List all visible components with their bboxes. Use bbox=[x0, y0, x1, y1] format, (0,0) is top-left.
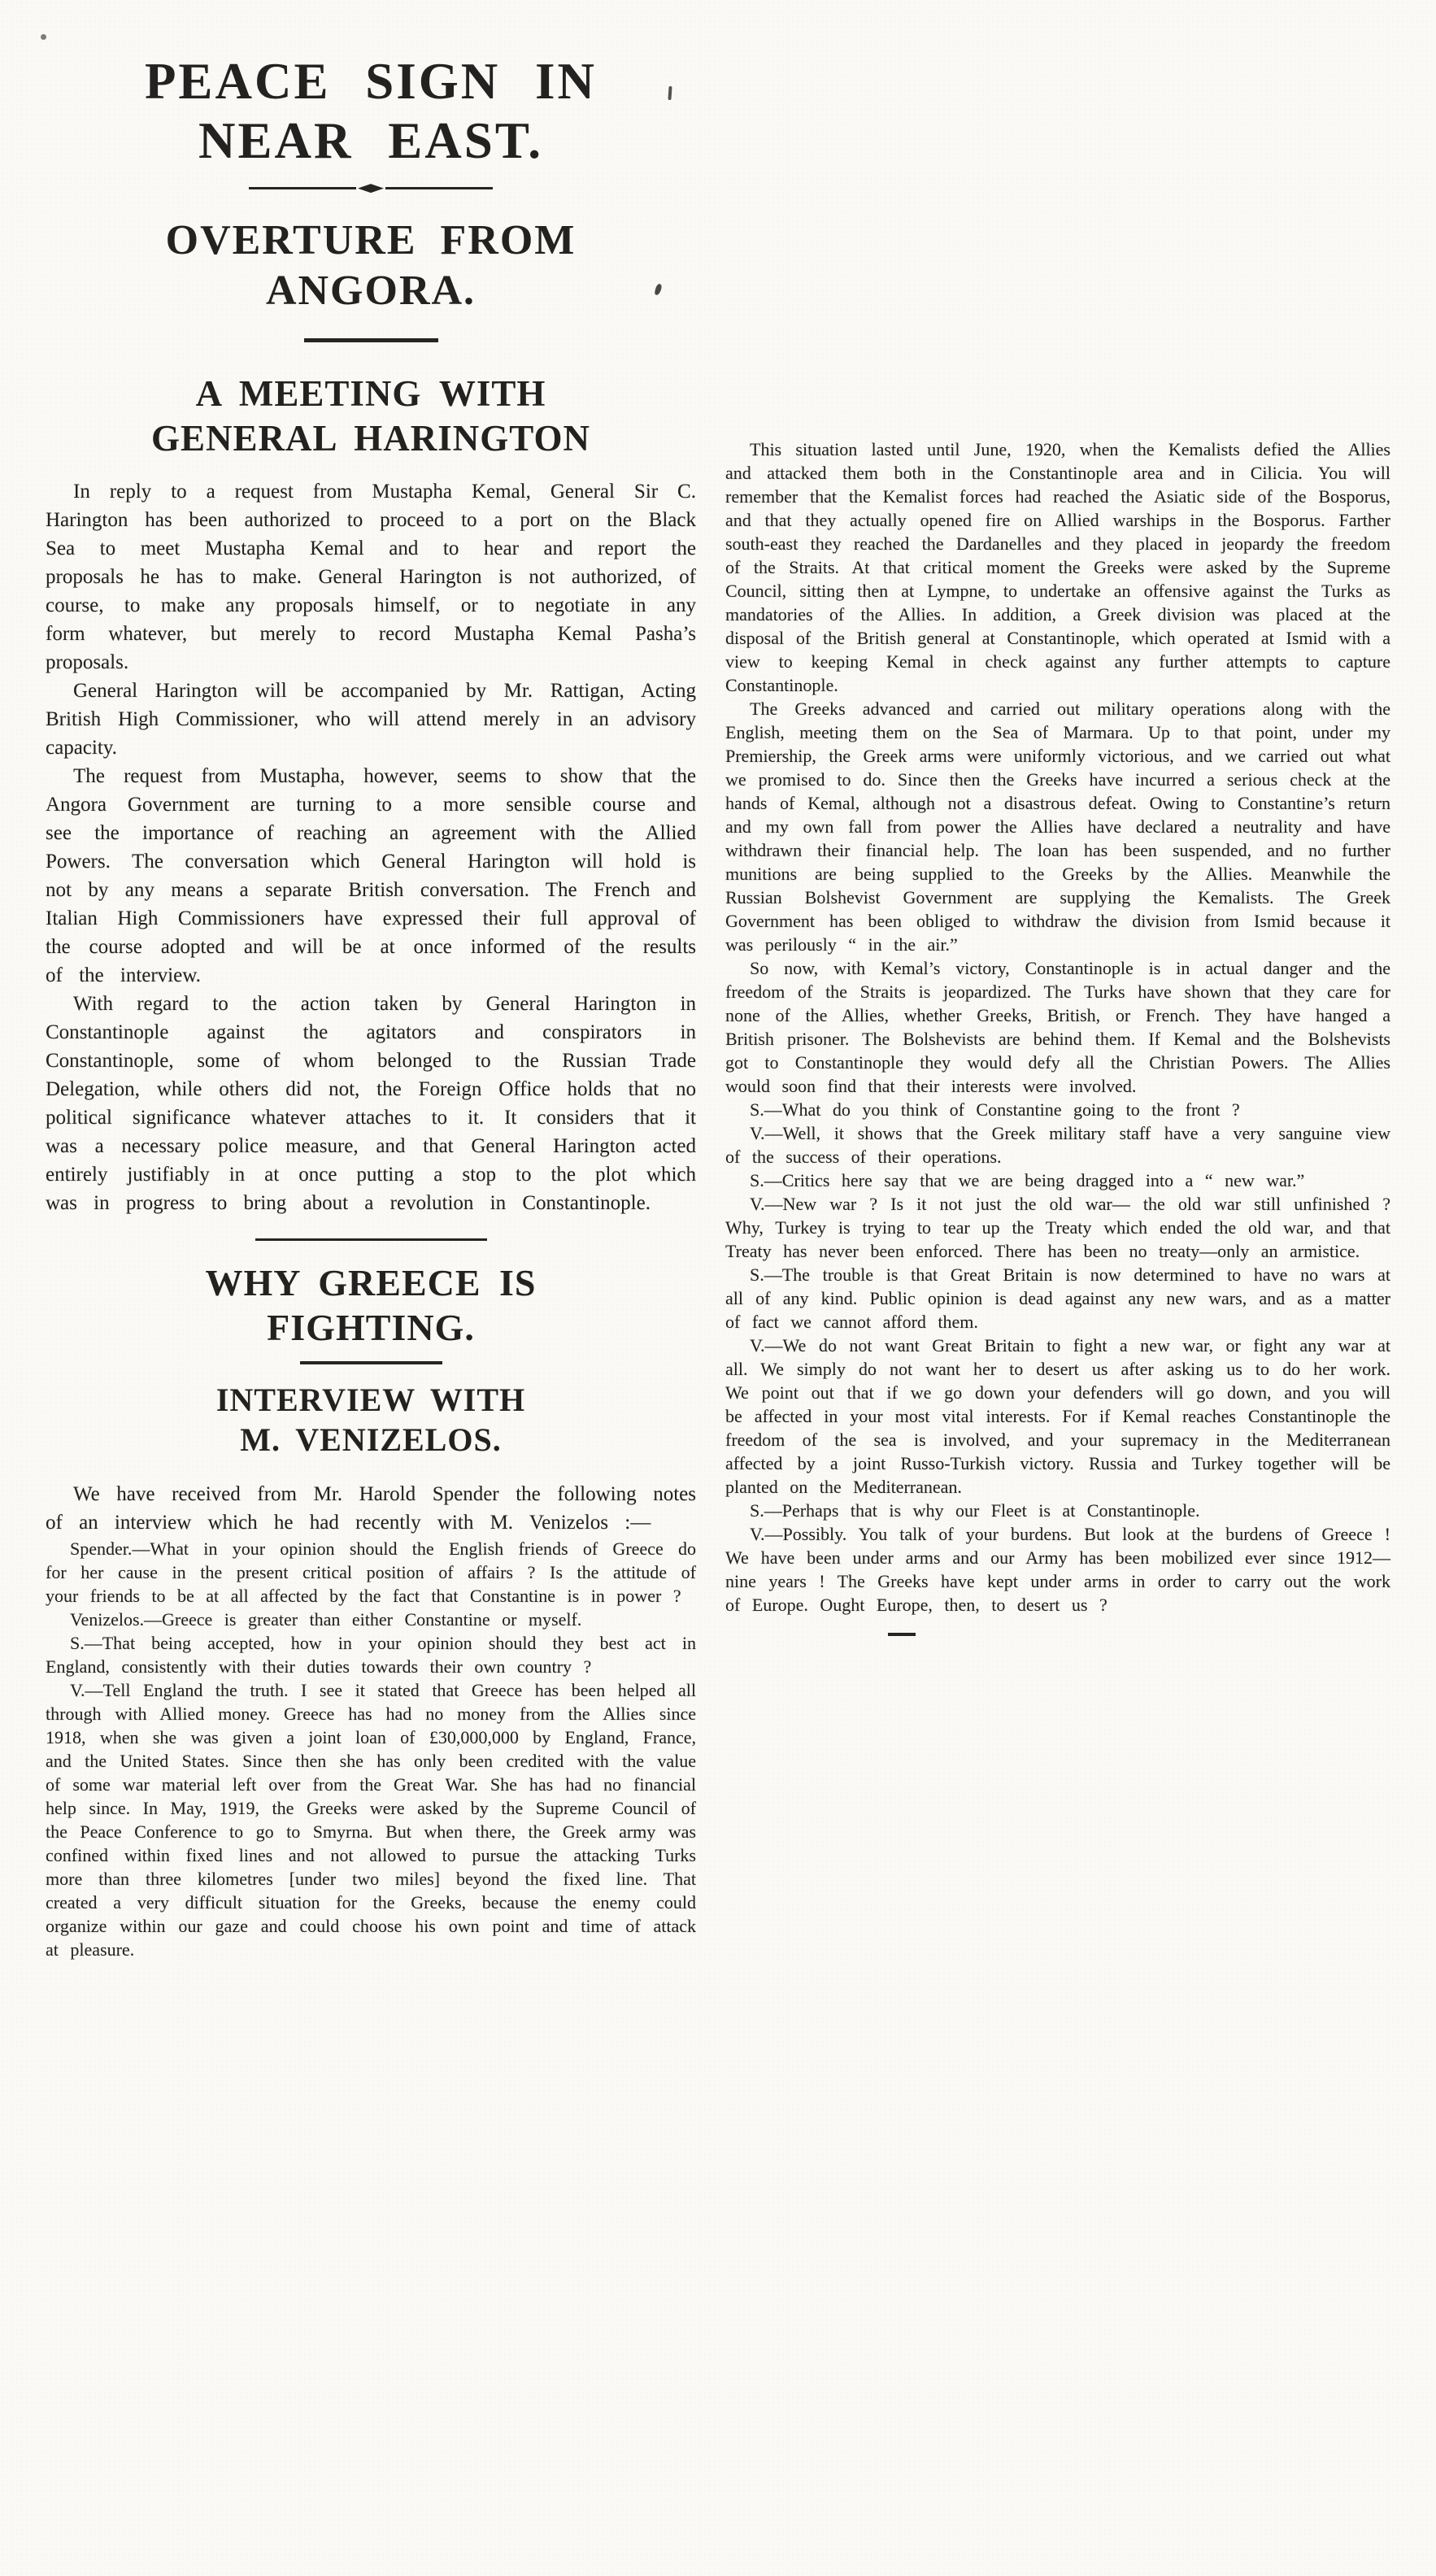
interview-question: S.—That being accepted, how in your opinion should they best act in England, consistently with their duties towards their own country ? bbox=[46, 1632, 696, 1677]
article-paragraph: This situation lasted until June, 1920, when the Kemalists defied the Allies and attacked them both in the Constantinople area and in Cilicia. You will remember that the Kemalist forces had reached the Asiatic side of the Bosporus, and that they actually opened fire on Allied warships in the Bosporus. Farther south-east they reached the Dardanelles and they placed in jeopardy the freedom of the Straits. At that critical moment the Greeks were asked by the Supreme Council, sitting then at Lympne, to undertake an offensive against the Turks as mandatories of the Allies. In addition, a Greek division was placed at the disposal of the British general at Constantinople, which operated at Ismid with a view to keeping Kemal in check against any further attempts to capture Constantinople. bbox=[725, 439, 1390, 695]
interview-answer: V.—Tell England the truth. I see it stated that Greece has been helped all through with Allied money. Greece has had no money from the Allies since 1918, when she was given a joint loan of £30,000,000 by England, France, and the United States. Since then she has only been credited with the value of some war material left over from the Great War. She has had no financial help since. In May, 1919, the Greeks were asked by the Supreme Council of the Peace Conference to go to Smyrna. But when there, the Greek army was confined within fixed lines and not allowed to pursue the attacking Turks more than three kilometres [under two miles] beyond the fixed line. That created a very difficult situation for the Greeks, because the enemy could organize within our gaze and could choose his own point and time of attack at pleasure. bbox=[46, 1679, 696, 1960]
main-headline-line2: NEAR EAST. bbox=[198, 112, 543, 170]
scan-artifact bbox=[41, 34, 46, 40]
interview-answer: V.—Well, it shows that the Greek military staff have a very sanguine view of the success of their operations. bbox=[725, 1123, 1390, 1167]
section-heading bbox=[46, 1260, 696, 1350]
rule-segment bbox=[385, 187, 493, 189]
interview-question: S.—What do you think of Constantine going to the front ? bbox=[750, 1099, 1240, 1120]
main-headline bbox=[46, 52, 696, 171]
article-paragraph: The request from Mustapha, however, seems to show that the Angora Government are turning to a more sensible course and see the importance of reaching an agreement with the Allied Powers. The conversation which General Harington will hold is not by any means a separate British conversation. The French and Italian High Commissioners have expressed their full approval of the course adopted and will be at once informed of the results of the interview. bbox=[46, 764, 696, 986]
article-paragraph: So now, with Kemal’s victory, Constantinople is in actual danger and the freedom of the Straits is jeopardized. The Turks have shown that they care for none of the Allies, whether Greeks, British, or French. They have hanged a British prisoner. The Bolshevists are behind them. If Kemal and the Bolshevists got to Constantinople they would defy all the Christian Powers. The Allies would soon find that their interests were involved. bbox=[725, 958, 1390, 1096]
article-paragraph: The Greeks advanced and carried out military operations along with the English, meeting them on the Sea of Marmara. Up to that point, under my Premiership, the Greek arms were uniformly victorious, and we carried out what we promised to do. Since then the Greeks have incurred a serious check at the hands of Kemal, although not a disastrous defeat. Owing to Constantine’s return and my own fall from power the Allies have declared a neutrality and have withdrawn their financial help. The loan has been suspended, and no further munitions are being supplied to the Greeks by the Allies. Meanwhile the Russian Bolshevist Government are supplying the Kemalists. The Greek Government has been obliged to withdraw the division from Ismid because it was perilously “ in the air.” bbox=[725, 698, 1390, 955]
sub-headline-line1: OVERTURE FROM bbox=[165, 217, 577, 264]
meeting-headline-line2: GENERAL HARINGTON bbox=[150, 417, 591, 459]
section-subheading-line1: INTERVIEW WITH bbox=[215, 1382, 526, 1419]
horizontal-rule bbox=[304, 338, 438, 342]
article-paragraph: In reply to a request from Mustapha Kemal, General Sir C. Harington has been authorized to proceed to a port on the Black Sea to meet Mustapha Kemal and to hear and report the proposals he has to make. General Harington is not authorized, of course, to make any proposals himself, or to negotiate in any form whatever, but merely to record Mustapha Kemal Pasha’s proposals. bbox=[46, 480, 696, 673]
article-paragraph: We have received from Mr. Harold Spender the following notes of an interview which he had recently with M. Venizelos :— bbox=[46, 1482, 696, 1534]
interview-question: S.—The trouble is that Great Britain is now determined to have no wars at all of any kind. Public opinion is dead against any new wars, and as a matter of fact we cannot afford them. bbox=[725, 1264, 1390, 1332]
sub-headline-line2: ANGORA. bbox=[265, 267, 476, 314]
article-paragraph: With regard to the action taken by General Harington in Constantinople against the agitators and conspirators in Constantinople, some of whom belonged to the Russian Trade Delegation, while others did not, the Foreign Office holds that no political significance whatever attaches to it. It considers that it was a necessary police measure, and that General Harington acted entirely justifiably in at once putting a stop to the plot which was in progress to bring about a revolution in Constantinople. bbox=[46, 992, 696, 1214]
interview-answer: V.—Possibly. You talk of your burdens. But look at the burdens of Greece ! We have been under arms and our Army has been mobilized ever since 1912—nine years ! The Greeks have kept under arms in order to carry out the work of Europe. Ought Europe, then, to desert us ? bbox=[725, 1524, 1390, 1615]
left-column bbox=[46, 52, 696, 1961]
interview-intro bbox=[46, 1480, 696, 1537]
sub-headline bbox=[46, 215, 696, 315]
interview-answer: V.—New war ? Is it not just the old war— the old war still unfinished ? Why, Turkey is trying to tear up the Treaty which ended the old war, and that Treaty has never been enforced. There has been no treaty—only an armistice. bbox=[725, 1194, 1390, 1261]
meeting-headline-line1: A MEETING WITH bbox=[195, 372, 546, 414]
interview-question: S.—Critics here say that we are being dragged into a “ new war.” bbox=[750, 1170, 1305, 1190]
interview-answer: V.—We do not want Great Britain to fight a new war, or fight any war at all. We simply do not want her to desert us after asking us to do her work. We point out that if we go down your defenders will go down, and you will be affected in your most vital interests. For if Kemal reaches Constantinople the freedom of the sea is involved, and your supremacy in the Mediterranean affected by a joint Russo-Turkish victory. Russia and Turkey together will be planted on the Mediterranean. bbox=[725, 1335, 1390, 1497]
interview-answer: Venizelos.—Greece is greater than either Constantine or myself. bbox=[70, 1608, 582, 1630]
interview-body bbox=[46, 1537, 696, 1961]
section-heading-line2: FIGHTING. bbox=[267, 1306, 475, 1348]
horizontal-rule bbox=[300, 1361, 442, 1364]
diamond-rule-divider bbox=[249, 184, 493, 193]
meeting-headline bbox=[46, 372, 696, 461]
section-heading-line1: WHY GREECE IS bbox=[205, 1261, 537, 1303]
article-body bbox=[46, 477, 696, 1217]
rule-segment bbox=[249, 187, 356, 189]
article-paragraph: General Harington will be accompanied by Mr. Rattigan, Acting British High Commissioner, who will attend merely in an advisory capacity. bbox=[46, 679, 696, 759]
main-headline-line1: PEACE SIGN IN bbox=[144, 53, 598, 110]
interview-question: Spender.—What in your opinion should the English friends of Greece do for her cause in the present critical position of affairs ? Is the attitude of your friends to be at all affected by the fact that Constantine is in power ? bbox=[46, 1538, 696, 1606]
article-end-rule bbox=[888, 1633, 916, 1636]
diamond-icon bbox=[358, 184, 384, 193]
horizontal-rule bbox=[255, 1238, 487, 1241]
section-subheading-line2: M. VENIZELOS. bbox=[240, 1421, 502, 1458]
section-subheading bbox=[46, 1381, 696, 1460]
right-column bbox=[725, 437, 1390, 1636]
interview-question: S.—Perhaps that is why our Fleet is at Constantinople. bbox=[750, 1500, 1200, 1521]
